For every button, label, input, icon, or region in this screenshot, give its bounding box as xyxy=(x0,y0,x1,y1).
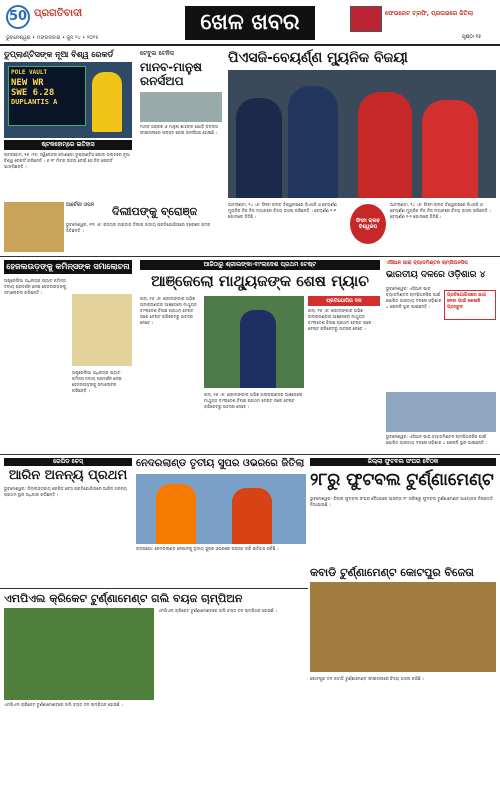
duplantis-subhead: ଷ୍ଟକହୋମ୍‌ରେ ଇତିହାସ xyxy=(4,140,132,150)
kabaddi-photo xyxy=(310,582,496,672)
dilip-body: ଭୁବନେଶ୍ୱର, ୨୩ ।୬: ରାଜ୍ୟର ତୀରନ୍ଦାଜ ଦିଲୀପ ଜାତୀୟ ପ୍ରତିଯୋଗିତାରେ ବ୍ରୋଞ୍ଜ ପଦକ ଜିତିଛନ୍ତି । xyxy=(66,222,211,233)
scoreboard-line-4: DUPLANTIS A xyxy=(11,98,58,106)
dateline: ଭୁବନେଶ୍ୱର • ମଙ୍ଗଳବାର • ଜୁନ ୨୪ • ୨୦୨୫ xyxy=(6,35,99,41)
teaser-photo xyxy=(350,6,382,32)
divider xyxy=(0,454,500,455)
logo-50-icon: 50 xyxy=(6,5,30,29)
football-body: ଭୁବନେଶ୍ୱର: ଜିଲ୍ଲା ଫୁଟବଲ ସଂଘର ବୈଠକରେ ଆସନ୍ତା ୨୮ ତାରିଖରୁ ଫୁଟବଲ ଟୁର୍ଣ୍ଣାମେଣ୍ଟ ଆୟୋଜନ ନିଷ୍ପତ୍ତି ନିଆଯାଇଛି । xyxy=(310,496,494,507)
divider xyxy=(0,256,500,257)
teaser-text: ଫେଭରେଟ ଟ୍ରଫି, ପ୍ରତାଭରେ ଜିତିଲା xyxy=(385,10,474,17)
story-duplantis-headline: ଡୁପ୍ଲାଣ୍ଟିସଙ୍କ ନୂଆ ବିଶ୍ୱ ରେକର୍ଡ xyxy=(4,50,114,59)
hazlewood-photo xyxy=(72,294,132,366)
kabaddi-headline: କବାଡି ଟୁର୍ଣ୍ଣାମେଣ୍ଟ କୋଟପୁର ବିଜେତା xyxy=(310,566,474,579)
divider xyxy=(0,588,308,589)
odisha-headline: ଭାରତୀୟ ଦଳରେ ଓଡ଼ିଶାର ୪ xyxy=(386,270,486,280)
odisha-body-col2: ଭୁବନେଶ୍ୱର: ଏସିଆନ ପାରା ବ୍ୟାଡମିଣ୍ଟନ ଚାମ୍ପିଅନସିପ ପାଇଁ ଘୋଷିତ ଭାରତୀୟ ଦଳରେ ଓଡ଼ିଶାର ୪ ଖେଳାଳି ସ୍ଥାନ ପାଇଛନ୍ତି । xyxy=(386,434,488,445)
manav-kicker: ଟେବୁଲ ଟେନିସ xyxy=(140,50,174,57)
angelo-sidebar: ଗଲ୍, ୧୬ ।୬: ଶ୍ରୀଲଙ୍କାର ଅଭିଜ୍ଞ ଅଲରାଉଣ୍ଡର ଆଞ୍ଜେଲୋ ମାଥ୍ୟୁଜ ବାଂଲାଦେଶ ବିପକ୍ଷ ପ୍ରଥମ ଟେଷ୍ଟ ପରେ ଟେଷ୍ଟ କ୍ରିକେଟରୁ ଅବସର ନେବେ । xyxy=(308,308,372,331)
mpl-photo xyxy=(4,608,154,700)
agib-headline: ଆରିନ ଅନନ୍ୟ ପ୍ରଥମ xyxy=(8,468,128,483)
paper-name: ପ୍ରଗତିବାଦୀ xyxy=(34,8,83,19)
masthead xyxy=(0,0,500,46)
odisha-body: ଭୁବନେଶ୍ୱର: ଏସିଆନ ପାରା ବ୍ୟାଡମିଣ୍ଟନ ଚାମ୍ପିଅନସିପ ପାଇଁ ଘୋଷିତ ଭାରତୀୟ ଦଳରେ ଓଡ଼ିଶାର ୪ ଖେଳାଳି ସ୍ଥାନ ପାଇଛନ୍ତି । xyxy=(386,286,442,309)
psg-body: ଆଟଲାଣ୍ଟା, ୨୪ ।୬: ଫିଫା କ୍ଲବ ବିଶ୍ୱକପରେ ପିଏସଜି ଓ ବେୟର୍ଣ୍ଣ ମ୍ୟୁନିକ ନିଜ ନିଜ ମ୍ୟାଚରେ ବିଜୟ ହାସଲ କରିଛନ୍ତି । ବେୟର୍ଣ୍ଣ ୨-୧ ଗୋଲରେ ଜିତିଛି । xyxy=(228,202,337,219)
hazlewood-headline: ହେଜଲଉଡ଼ଙ୍କୁ କମିନ୍‌ସଙ୍କ ସମାଲୋଚନା xyxy=(4,260,132,274)
section-title: ଖେଳ ଖବର xyxy=(185,6,315,40)
dilip-headline: ଦିଲୀପଙ୍କୁ ବ୍ରୋଞ୍ଜ xyxy=(112,205,198,218)
odisha-kicker: ଏସିଆନ ପାରା ବ୍ୟାଡମିଣ୍ଟନ ଚାମ୍ପିଅନସିପ xyxy=(386,260,468,266)
psg-headline: ପିଏସଜି-ବେୟର୍ଣ୍ଣ ମ୍ୟୁନିକ ବିଜୟୀ xyxy=(228,50,408,66)
angelo-body: ଗଲ୍, ୧୬ ।୬: ଶ୍ରୀଲଙ୍କାର ଅଭିଜ୍ଞ ଅଲରାଉଣ୍ଡର ଆଞ୍ଜେଲୋ ମାଥ୍ୟୁଜ ବାଂଲାଦେଶ ବିପକ୍ଷ ପ୍ରଥମ ଟେଷ୍ଟ ପରେ ଟେଷ୍ଟ କ୍ରିକେଟରୁ ଅବସର ନେବେ । xyxy=(140,296,197,325)
odisha-callout: ପ୍ରତିଯୋଗିତାରେ ଭାଗ ନେବା ପାଇଁ ଖେଳାଳି ପ୍ରସ୍ତୁତ xyxy=(444,290,496,320)
netherlands-body: ଗ୍ଲାସଗୋ: ନେଦରଲାଣ୍ଡ ନେପାଳକୁ ତୃତୀୟ ସୁପର ଓଭରରେ ପରାସ୍ତ କରି ଇତିହାସ ରଚିଛି । xyxy=(136,546,279,551)
dilip-kicker: ଆର୍ଚେରୀ ଓପନ xyxy=(66,202,95,208)
manav-body: ମାନବ ଠକ୍କର ଓ ମାନୁଷ ଶାହଙ୍କ ଯୋଡ଼ି ଡବଲ୍ସ ଫାଇନାଲରେ ପରାସ୍ତ ହୋଇ ରନର୍ସଅପ ହୋଇଛି । xyxy=(140,124,218,135)
manav-photo xyxy=(140,92,222,122)
hazlewood-body: ଅଷ୍ଟ୍ରେଲିଆ ଅଧିନାୟକ ପ୍ୟାଟ କମିନ୍‌ସ ଦଳୀୟ ପ୍ରଦର୍ଶନ ନେଇ ହେଜଲଉଡ଼ଙ୍କୁ ସମାଲୋଚନା କରିଛନ୍ତି । xyxy=(4,278,67,295)
football-kicker: ଜିଲ୍ଲା ଫୁଟବଲ ସଂଘର ବୈଠକ xyxy=(310,458,496,466)
netherlands-headline: ନେଦରଲାଣ୍ଡ ତୃତୀୟ ସୁପର ଓଭରରେ ଜିତିଲା xyxy=(136,458,305,469)
psg-photo xyxy=(228,70,496,198)
mpl-body: ଏମପିଏଲ କ୍ରିକେଟ ଟୁର୍ଣ୍ଣାମେଣ୍ଟରେ ଗଲି ବୟଜ ଦଳ ଚାମ୍ପିଅନ ହୋଇଛି । xyxy=(4,702,123,707)
page-number: ପୃଷ୍ଠା ୧୫ xyxy=(462,34,482,40)
scoreboard-line-3: SWE 6.28 xyxy=(11,88,55,98)
scoreboard-line-2: NEW WR xyxy=(11,78,44,88)
netherlands-photo xyxy=(136,474,306,544)
angelo-kicker: ଆଜିଠାରୁ ଶ୍ରୀଲଙ୍କା-ବାଂଲାଦେଶ ପ୍ରଥମ ଟେଷ୍ଟ xyxy=(140,260,380,270)
psg-body-col2: ଆଟଲାଣ୍ଟା, ୨୪ ।୬: ଫିଫା କ୍ଲବ ବିଶ୍ୱକପରେ ପିଏସଜି ଓ ବେୟର୍ଣ୍ଣ ମ୍ୟୁନିକ ନିଜ ନିଜ ମ୍ୟାଚରେ ବିଜୟ ହାସଲ କରିଛନ୍ତି । ବେୟର୍ଣ୍ଣ ୨-୧ ଗୋଲରେ ଜିତିଛି । xyxy=(390,202,491,219)
duplantis-photo xyxy=(4,62,132,138)
kabaddi-body: କୋଟପୁର ଦଳ କବାଡି ଟୁର୍ଣ୍ଣାମେଣ୍ଟ ଫାଇନାଲରେ ବିଜୟ ହାସଲ କରିଛି । xyxy=(310,676,424,681)
agib-kicker: ରେପିଡ ଚେସ୍ xyxy=(4,458,132,466)
angelo-body-col2: ଗଲ୍, ୧୬ ।୬: ଶ୍ରୀଲଙ୍କାର ଅଭିଜ୍ଞ ଅଲରାଉଣ୍ଡର ଆଞ୍ଜେଲୋ ମାଥ୍ୟୁଜ ବାଂଲାଦେଶ ବିପକ୍ଷ ପ୍ରଥମ ଟେଷ୍ଟ ପରେ ଟେଷ୍ଟ କ୍ରିକେଟରୁ ଅବସର ନେବେ । xyxy=(204,392,303,409)
scoreboard-line-1: POLE VAULT xyxy=(11,69,48,76)
mpl-headline: ଏମପିଏଲ କ୍ରିକେଟ ଟୁର୍ଣ୍ଣାମେଣ୍ଟ ଗଲି ବୟଜ ଚାମ୍ପିଅନ xyxy=(4,592,243,605)
odisha-photo xyxy=(386,392,496,432)
hazlewood-body-col2: ଅଷ୍ଟ୍ରେଲିଆ ଅଧିନାୟକ ପ୍ୟାଟ କମିନ୍‌ସ ଦଳୀୟ ପ୍ରଦର୍ଶନ ନେଇ ହେଜଲଉଡ଼ଙ୍କୁ ସମାଲୋଚନା କରିଛନ୍ତି । xyxy=(72,370,122,393)
manav-headline: ମାନବ-ମାନୁଷ ରନର୍ସଅପ xyxy=(140,60,202,88)
agib-body: ଭୁବନେଶ୍ୱର: ଜିଲ୍ଲାସ୍ତରୀୟ ରେପିଡ ଚେସ ପ୍ରତିଯୋଗିତାରେ ଆରିନ ଅନନ୍ୟ ପ୍ରଥମ ସ୍ଥାନ ଅଧିକାର କରିଛନ୍ତି । xyxy=(4,486,127,497)
fifa-badge: ଫିଫା କ୍ଲବ ବିଶ୍ୱକପ xyxy=(350,204,386,244)
mpl-body-col2: ଏମପିଏଲ କ୍ରିକେଟ ଟୁର୍ଣ୍ଣାମେଣ୍ଟରେ ଗଲି ବୟଜ ଦଳ ଚାମ୍ପିଅନ ହୋଇଛି । xyxy=(158,608,277,613)
duplantis-body: ଷ୍ଟକହୋମ, ୧୬ ।୧୫: ସ୍ୱିଡେନର ମୋଣ୍ଡୋ ଡୁପ୍ଲାଣ୍ଟିସ ପୋଲ ଭଲ୍ଟରେ ନୂଆ ବିଶ୍ୱ ରେକର୍ଡ କରିଛନ୍ତି । ୬.୨୮ ମିଟର ଉଚ୍ଚତା ଡେଇଁ ସେ ନିଜ ରେକର୍ଡ ଭାଙ୍ଗିଛନ୍ତି । xyxy=(4,152,130,169)
angelo-sidebar-title: ପ୍ରତିଯୋଗିତା ଦଳ xyxy=(308,296,380,306)
athlete-figure xyxy=(92,72,122,132)
angelo-photo xyxy=(204,296,304,388)
dilip-photo xyxy=(4,202,64,252)
football-headline: ୨୮ରୁ ଫୁଟବଲ ଟୁର୍ଣ୍ଣାମେଣ୍ଟ xyxy=(310,470,494,490)
angelo-headline: ଆଞ୍ଜେଲୋ ମାଥ୍ୟୁଜଙ୍କ ଶେଷ ମ୍ୟାଚ xyxy=(151,272,369,290)
